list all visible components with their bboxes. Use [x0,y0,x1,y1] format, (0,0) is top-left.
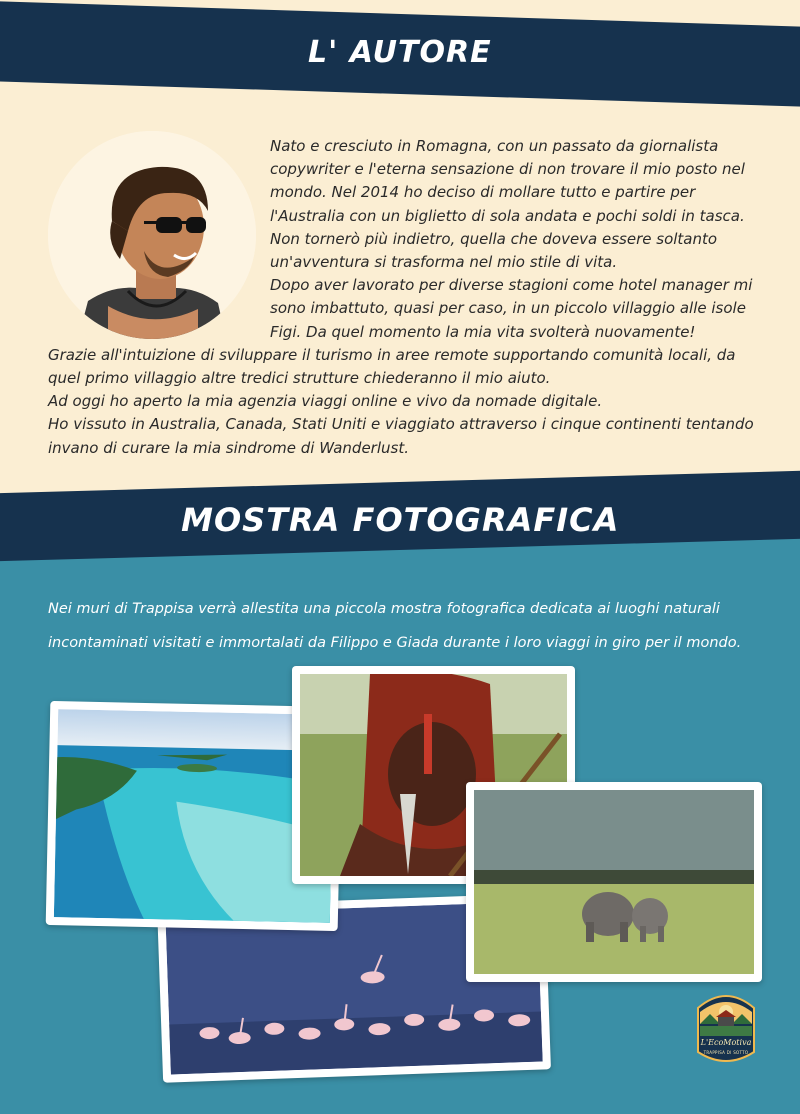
exhibition-intro [48,592,768,660]
author-bio [48,135,763,460]
logo-name: L'EcoMotiva [700,1038,752,1047]
bio-paragraph: Ad oggi ho aperto la mia agenzia viaggi online e vivo da nomade digitale. [48,392,603,411]
logo-subtitle: TRAPPISA DI SOTTO [703,1050,749,1055]
bio-paragraph: Grazie all'intuizione di sviluppare il turismo in aree remote supportando comunità locali, da quel primo villaggio altre tredici strutture chiederanno il mio aiuto. [48,345,736,388]
bio-paragraph: Ho vissuto in Australia, Canada, Stati Uniti e viaggiato attraverso i cinque continenti tentando invano di curare la mia sindrome di Wanderlust. [48,415,754,457]
intro-line: Nei muri di Trappisa verrà allestita una piccola mostra fotografica dedicata ai luoghi naturali [48,601,720,617]
author-section-title: L' AUTORE [308,34,492,70]
photo-rhinos [466,782,762,982]
bio-paragraph: Nato e cresciuto in Romagna, con un passato da giornalista copywriter e l'eterna sensazione di non trovare il mio posto nel mondo. Nel 2014 ho deciso di mollare tutto e partire per l'Australia con un biglietto di sola andata e pochi soldi in tasca. [270,137,745,225]
bio-paragraph: Dopo aver lavorato per diverse stagioni come hotel manager mi sono imbattuto, quasi per caso, in un piccolo villaggio alle isole Figi. Da quel momento la mia vita svolterà nuovamente! [270,276,753,341]
exhibition-section-title: MOSTRA FOTOGRAFICA [180,500,620,539]
ecomotiva-logo [694,990,758,1070]
bio-paragraph: Non tornerò più indietro, quella che doveva essere soltanto un'avventura si trasforma nel mio stile di vita. [270,229,718,272]
intro-line: incontaminati visitati e immortalati da Filippo e Giada durante i loro viaggi in giro per il mondo. [48,635,742,651]
